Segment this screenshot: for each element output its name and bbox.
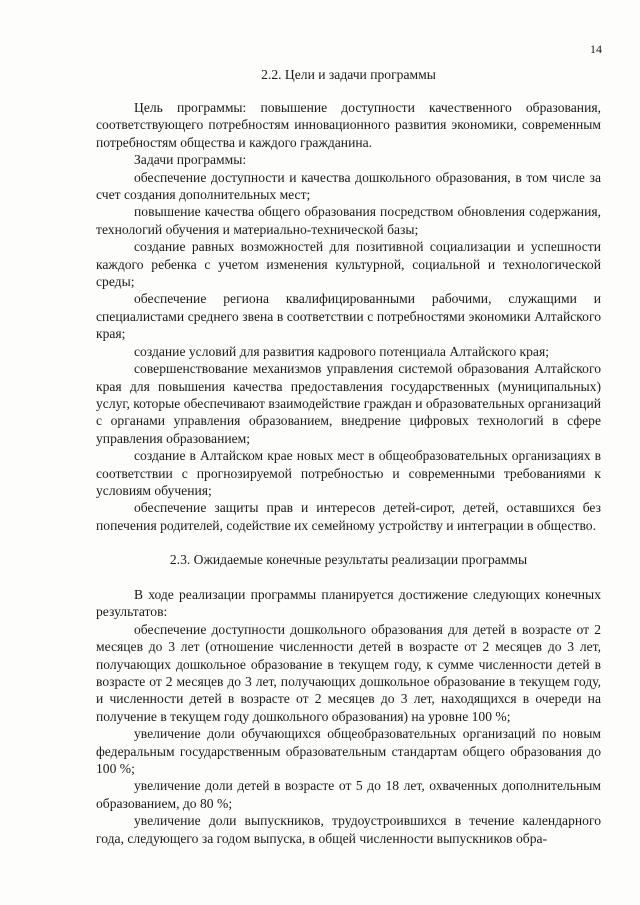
paragraph-task-4: обеспечение региона квалифицированными рабочими, служащими и специалистами среднего звена в соответствии с потребностями экономики Алтайского края; [96,291,601,342]
paragraph-task-5: создание условий для развития кадрового потенциала Алтайского края; [134,343,549,359]
paragraph-goal: Цель программы: повышение доступности качественного образования, соответствующего потребностям инновационного развития экономики, современным потребностям общества и каждого гражданина. [96,100,601,150]
paragraph-task-6: совершенствование механизмов управления системой образования Алтайского края для повышения качества предоставления государственных (муниципальных) услуг, которые обеспечивают взаимодействие граждан и образовательных организаций с органами управления образованием, внедрение цифровых технологий в сфере управления образованием; [96,361,601,446]
section-2-2-heading: 2.2. Цели и задачи программы [261,67,436,82]
paragraph-result-2: увеличение доли обучающихся общеобразовательных организаций по новым федеральным государственным образовательным стандартам общего образования до 100 %; [96,726,601,777]
section-2-2-body [96,99,601,534]
paragraph-results-intro: В ходе реализации программы планируется достижение следующих конечных результатов: [96,587,601,620]
paragraph-task-7: создание в Алтайском крае новых мест в общеобразовательных организациях в соответствии с прогнозируемой потребностью и современными требованиями к условиям обучения; [96,448,601,498]
paragraph-result-4: увеличение доли выпускников, трудоустроившихся в течение календарного года, следующего за годом выпуска, в общей численности выпускников обра- [96,813,601,846]
paragraph-tasks-label: Задачи программы: [134,152,247,168]
paragraph-result-1: обеспечение доступности дошкольного образования для детей в возрасте от 2 месяцев до 3 лет (отношение численности детей в возрасте от 2 месяцев до 3 лет, получающих дошкольное образование в текущем году, к сумме численности детей в возрасте от 2 месяцев до 3 лет, получающих дошкольное образование в текущем году, и численности детей в возрасте от 2 месяцев до 3 лет, находящихся в очереди на получение в текущем году дошкольного образования) на уровне 100 %; [96,621,601,724]
paragraph-task-1: обеспечение доступности и качества дошкольного образования, в том числе за счет создания дополнительных мест; [96,169,601,203]
paragraph-task-3: создание равных возможностей для позитивной социализации и успешности каждого ребенка с учетом изменения культурной, социальной и технологической среды; [96,239,601,290]
page-number: 14 [590,42,602,56]
paragraph-task-2: повышение качества общего образования посредством обновления содержания, технологий обучения и материально-технической базы; [96,204,601,237]
paragraph-result-3: увеличение доли детей в возрасте от 5 до 18 лет, охваченных дополнительным образованием, до 80 %; [96,778,601,811]
section-2-3-heading: 2.3. Ожидаемые конечные результаты реализации программы [169,552,528,567]
section-2-3-body [96,586,601,847]
paragraph-task-8: обеспечение защиты прав и интересов детей-сирот, детей, оставшихся без попечения родителей, содействие их семейному устройству и интеграции в общество. [96,500,601,533]
